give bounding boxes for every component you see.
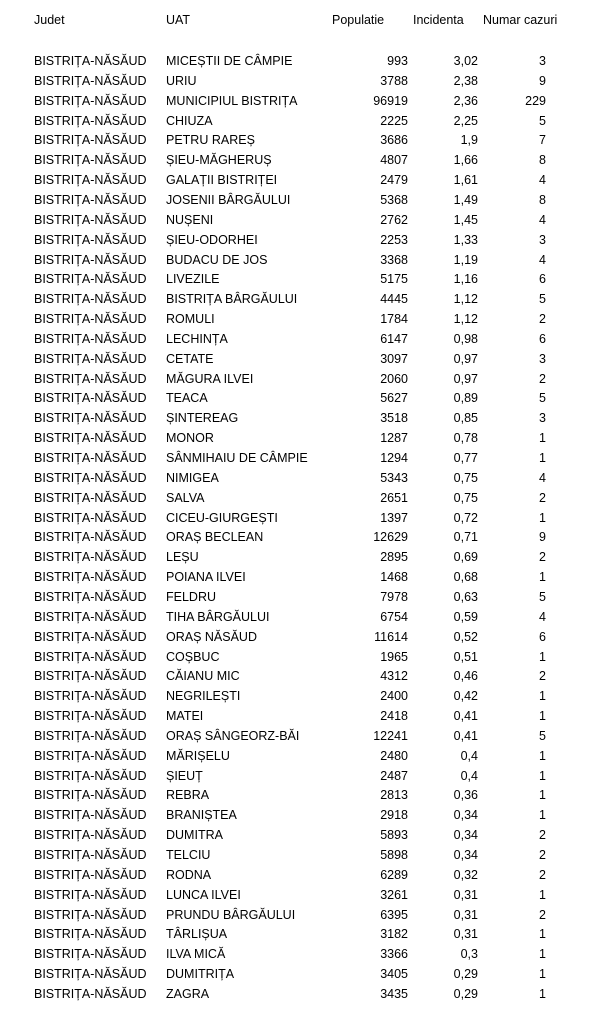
- cell-incidenta: 0,78: [453, 431, 478, 445]
- cell-populatie: 3435: [380, 987, 408, 1001]
- table-row: [0, 51, 613, 71]
- cell-populatie: 1397: [380, 511, 408, 525]
- cell-numar-cazuri: 1: [539, 689, 546, 703]
- cell-uat: MĂGURA ILVEI: [166, 372, 254, 386]
- cell-uat: CICEU-GIURGEȘTI: [166, 511, 278, 525]
- cell-populatie: 5175: [380, 272, 408, 286]
- cell-numar-cazuri: 2: [539, 848, 546, 862]
- cell-judet: BISTRIȚA-NĂSĂUD: [34, 372, 147, 386]
- cell-numar-cazuri: 1: [539, 511, 546, 525]
- cell-numar-cazuri: 1: [539, 650, 546, 664]
- cell-numar-cazuri: 1: [539, 749, 546, 763]
- cell-numar-cazuri: 6: [539, 630, 546, 644]
- cell-incidenta: 0,85: [453, 411, 478, 425]
- table-row: [0, 111, 613, 131]
- cell-judet: BISTRIȚA-NĂSĂUD: [34, 391, 147, 405]
- cell-judet: BISTRIȚA-NĂSĂUD: [34, 312, 147, 326]
- cell-judet: BISTRIȚA-NĂSĂUD: [34, 511, 147, 525]
- cell-judet: BISTRIȚA-NĂSĂUD: [34, 411, 147, 425]
- cell-populatie: 1468: [380, 570, 408, 584]
- cell-numar-cazuri: 2: [539, 669, 546, 683]
- table-row: [0, 845, 613, 865]
- cell-judet: BISTRIȚA-NĂSĂUD: [34, 590, 147, 604]
- cell-populatie: 993: [387, 54, 408, 68]
- cell-numar-cazuri: 2: [539, 828, 546, 842]
- cell-judet: BISTRIȚA-NĂSĂUD: [34, 987, 147, 1001]
- cell-numar-cazuri: 5: [539, 292, 546, 306]
- cell-incidenta: 0,3: [460, 947, 478, 961]
- cell-numar-cazuri: 5: [539, 590, 546, 604]
- table-row: [0, 448, 613, 468]
- cell-numar-cazuri: 4: [539, 471, 546, 485]
- cell-incidenta: 0,89: [453, 391, 478, 405]
- cell-uat: ROMULI: [166, 312, 215, 326]
- cell-incidenta: 0,51: [453, 650, 478, 664]
- cell-incidenta: 2,38: [453, 74, 478, 88]
- table-row: [0, 885, 613, 905]
- cell-uat: TIHA BÂRGĂULUI: [166, 610, 270, 624]
- cell-populatie: 2487: [380, 769, 408, 783]
- header-uat: UAT: [166, 13, 191, 27]
- cell-numar-cazuri: 1: [539, 987, 546, 1001]
- cell-uat: BISTRIȚA BÂRGĂULUI: [166, 292, 298, 306]
- cell-populatie: 2418: [380, 709, 408, 723]
- cell-numar-cazuri: 229: [525, 94, 546, 108]
- cell-judet: BISTRIȚA-NĂSĂUD: [34, 114, 147, 128]
- table-row: [0, 349, 613, 369]
- cell-numar-cazuri: 1: [539, 888, 546, 902]
- cell-uat: MONOR: [166, 431, 214, 445]
- cell-uat: SALVA: [166, 491, 205, 505]
- cell-incidenta: 0,41: [453, 709, 478, 723]
- cell-incidenta: 1,33: [453, 233, 478, 247]
- cell-judet: BISTRIȚA-NĂSĂUD: [34, 908, 147, 922]
- cell-populatie: 2400: [380, 689, 408, 703]
- cell-incidenta: 0,52: [453, 630, 478, 644]
- cell-uat: DUMITRIȚA: [166, 967, 235, 981]
- table-row: [0, 944, 613, 964]
- table-row: [0, 150, 613, 170]
- table-row: [0, 865, 613, 885]
- table-row: [0, 706, 613, 726]
- cell-populatie: 2895: [380, 550, 408, 564]
- cell-uat: SÂNMIHAIU DE CÂMPIE: [166, 451, 308, 465]
- cell-numar-cazuri: 1: [539, 451, 546, 465]
- cell-judet: BISTRIȚA-NĂSĂUD: [34, 729, 147, 743]
- cell-populatie: 5893: [380, 828, 408, 842]
- cell-incidenta: 0,75: [453, 491, 478, 505]
- header-numar-cazuri: Numar cazuri: [483, 13, 558, 27]
- cell-numar-cazuri: 4: [539, 173, 546, 187]
- cell-judet: BISTRIȚA-NĂSĂUD: [34, 133, 147, 147]
- cell-uat: DUMITRA: [166, 828, 223, 842]
- cell-incidenta: 0,31: [453, 888, 478, 902]
- cell-uat: URIU: [166, 74, 197, 88]
- cell-populatie: 4807: [380, 153, 408, 167]
- table-row: [0, 766, 613, 786]
- cell-numar-cazuri: 1: [539, 570, 546, 584]
- cell-numar-cazuri: 3: [539, 411, 546, 425]
- table-row: [0, 130, 613, 150]
- cell-populatie: 2651: [380, 491, 408, 505]
- cell-numar-cazuri: 6: [539, 272, 546, 286]
- cell-populatie: 3686: [380, 133, 408, 147]
- table-row: [0, 984, 613, 1004]
- cell-incidenta: 0,97: [453, 372, 478, 386]
- cell-judet: BISTRIȚA-NĂSĂUD: [34, 868, 147, 882]
- cell-uat: ȘIEU-ODORHEI: [166, 233, 258, 247]
- cell-populatie: 2480: [380, 749, 408, 763]
- cell-uat: LIVEZILE: [166, 272, 220, 286]
- cell-populatie: 3097: [380, 352, 408, 366]
- table-row: [0, 428, 613, 448]
- cell-judet: BISTRIȚA-NĂSĂUD: [34, 650, 147, 664]
- cell-populatie: 3182: [380, 927, 408, 941]
- cell-numar-cazuri: 1: [539, 431, 546, 445]
- cell-uat: BUDACU DE JOS: [166, 253, 268, 267]
- cell-numar-cazuri: 6: [539, 332, 546, 346]
- cell-populatie: 3261: [380, 888, 408, 902]
- cell-judet: BISTRIȚA-NĂSĂUD: [34, 788, 147, 802]
- table-row: [0, 587, 613, 607]
- cell-incidenta: 2,25: [453, 114, 478, 128]
- cell-uat: ȘIEU-MĂGHERUȘ: [166, 153, 272, 167]
- cell-numar-cazuri: 1: [539, 927, 546, 941]
- cell-incidenta: 0,4: [460, 769, 478, 783]
- cell-numar-cazuri: 9: [539, 530, 546, 544]
- table-row: [0, 547, 613, 567]
- cell-incidenta: 0,34: [453, 828, 478, 842]
- cell-uat: ORAȘ NĂSĂUD: [166, 630, 257, 644]
- table-row: [0, 250, 613, 270]
- cell-incidenta: 0,34: [453, 848, 478, 862]
- cell-uat: TELCIU: [166, 848, 211, 862]
- cell-judet: BISTRIȚA-NĂSĂUD: [34, 630, 147, 644]
- table-row: [0, 567, 613, 587]
- cell-incidenta: 0,32: [453, 868, 478, 882]
- cell-judet: BISTRIȚA-NĂSĂUD: [34, 292, 147, 306]
- cell-populatie: 2253: [380, 233, 408, 247]
- cell-populatie: 1965: [380, 650, 408, 664]
- cell-populatie: 5368: [380, 193, 408, 207]
- cell-numar-cazuri: 1: [539, 709, 546, 723]
- cell-uat: CĂIANU MIC: [166, 669, 240, 683]
- table-row: [0, 825, 613, 845]
- cell-numar-cazuri: 7: [539, 133, 546, 147]
- cell-numar-cazuri: 3: [539, 352, 546, 366]
- table-row: [0, 964, 613, 984]
- cell-populatie: 6289: [380, 868, 408, 882]
- cell-populatie: 5898: [380, 848, 408, 862]
- cell-numar-cazuri: 1: [539, 808, 546, 822]
- cell-incidenta: 0,72: [453, 511, 478, 525]
- cell-uat: ZAGRA: [166, 987, 210, 1001]
- cell-judet: BISTRIȚA-NĂSĂUD: [34, 769, 147, 783]
- cell-uat: BRANIȘTEA: [166, 808, 237, 822]
- cell-incidenta: 0,77: [453, 451, 478, 465]
- cell-incidenta: 2,36: [453, 94, 478, 108]
- cell-populatie: 2225: [380, 114, 408, 128]
- cell-numar-cazuri: 3: [539, 233, 546, 247]
- cell-numar-cazuri: 9: [539, 74, 546, 88]
- cell-uat: POIANA ILVEI: [166, 570, 246, 584]
- cell-uat: CHIUZA: [166, 114, 213, 128]
- cell-uat: MATEI: [166, 709, 204, 723]
- cell-judet: BISTRIȚA-NĂSĂUD: [34, 967, 147, 981]
- cell-incidenta: 1,9: [460, 133, 478, 147]
- cell-judet: BISTRIȚA-NĂSĂUD: [34, 610, 147, 624]
- cell-uat: REBRA: [166, 788, 210, 802]
- cell-numar-cazuri: 4: [539, 610, 546, 624]
- table-row: [0, 369, 613, 389]
- cell-judet: BISTRIȚA-NĂSĂUD: [34, 828, 147, 842]
- cell-judet: BISTRIȚA-NĂSĂUD: [34, 471, 147, 485]
- cell-uat: JOSENII BÂRGĂULUI: [166, 193, 291, 207]
- cell-uat: LUNCA ILVEI: [166, 888, 241, 902]
- cell-populatie: 1294: [380, 451, 408, 465]
- header-populatie: Populatie: [332, 13, 385, 27]
- cell-populatie: 11614: [374, 630, 408, 644]
- cell-judet: BISTRIȚA-NĂSĂUD: [34, 94, 147, 108]
- cell-judet: BISTRIȚA-NĂSĂUD: [34, 848, 147, 862]
- cell-incidenta: 0,29: [453, 987, 478, 1001]
- cell-numar-cazuri: 2: [539, 550, 546, 564]
- table-row: [0, 91, 613, 111]
- cell-numar-cazuri: 1: [539, 769, 546, 783]
- table-row: [0, 527, 613, 547]
- cell-judet: BISTRIȚA-NĂSĂUD: [34, 749, 147, 763]
- table-row: [0, 666, 613, 686]
- cell-numar-cazuri: 8: [539, 193, 546, 207]
- cell-incidenta: 0,59: [453, 610, 478, 624]
- cell-populatie: 6147: [380, 332, 408, 346]
- cell-judet: BISTRIȚA-NĂSĂUD: [34, 253, 147, 267]
- cell-judet: BISTRIȚA-NĂSĂUD: [34, 431, 147, 445]
- cell-populatie: 3788: [380, 74, 408, 88]
- table-row: [0, 329, 613, 349]
- cell-numar-cazuri: 2: [539, 908, 546, 922]
- table-row: [0, 488, 613, 508]
- table-row: [0, 468, 613, 488]
- cell-incidenta: 1,61: [453, 173, 478, 187]
- table-row: [0, 805, 613, 825]
- cell-uat: FELDRU: [166, 590, 217, 604]
- cell-judet: BISTRIȚA-NĂSĂUD: [34, 808, 147, 822]
- cell-incidenta: 0,46: [453, 669, 478, 683]
- header-judet: Judet: [34, 13, 65, 27]
- table-row: [0, 388, 613, 408]
- cell-incidenta: 1,19: [453, 253, 478, 267]
- table-row: [0, 71, 613, 91]
- cell-judet: BISTRIȚA-NĂSĂUD: [34, 888, 147, 902]
- cell-numar-cazuri: 2: [539, 312, 546, 326]
- cell-incidenta: 0,29: [453, 967, 478, 981]
- cell-judet: BISTRIȚA-NĂSĂUD: [34, 173, 147, 187]
- cell-judet: BISTRIȚA-NĂSĂUD: [34, 352, 147, 366]
- cell-populatie: 4312: [380, 669, 408, 683]
- cell-judet: BISTRIȚA-NĂSĂUD: [34, 233, 147, 247]
- cell-populatie: 2762: [380, 213, 408, 227]
- cell-uat: LECHINȚA: [166, 332, 228, 346]
- cell-uat: NUȘENI: [166, 213, 214, 227]
- cell-incidenta: 0,42: [453, 689, 478, 703]
- cell-judet: BISTRIȚA-NĂSĂUD: [34, 272, 147, 286]
- cell-judet: BISTRIȚA-NĂSĂUD: [34, 550, 147, 564]
- cell-incidenta: 1,12: [453, 292, 478, 306]
- table-row: [0, 627, 613, 647]
- cell-numar-cazuri: 5: [539, 114, 546, 128]
- table-row: [0, 230, 613, 250]
- cell-incidenta: 0,68: [453, 570, 478, 584]
- table-row: [0, 746, 613, 766]
- cell-numar-cazuri: 1: [539, 967, 546, 981]
- cell-incidenta: 1,45: [453, 213, 478, 227]
- cell-uat: TÂRLIȘUA: [166, 927, 228, 941]
- cell-uat: MĂRIȘELU: [166, 749, 230, 763]
- cell-judet: BISTRIȚA-NĂSĂUD: [34, 74, 147, 88]
- cell-populatie: 6754: [380, 610, 408, 624]
- cell-uat: MUNICIPIUL BISTRIȚA: [166, 94, 298, 108]
- table-row: [0, 726, 613, 746]
- cell-numar-cazuri: 8: [539, 153, 546, 167]
- table-row: [0, 190, 613, 210]
- cell-uat: ȘIEUȚ: [166, 769, 203, 783]
- cell-judet: BISTRIȚA-NĂSĂUD: [34, 570, 147, 584]
- cell-uat: LEȘU: [166, 550, 199, 564]
- table-row: [0, 309, 613, 329]
- cell-judet: BISTRIȚA-NĂSĂUD: [34, 451, 147, 465]
- cell-incidenta: 1,12: [453, 312, 478, 326]
- table-row: [0, 408, 613, 428]
- cell-judet: BISTRIȚA-NĂSĂUD: [34, 491, 147, 505]
- cell-judet: BISTRIȚA-NĂSĂUD: [34, 947, 147, 961]
- cell-uat: ILVA MICĂ: [166, 947, 226, 961]
- cell-populatie: 2918: [380, 808, 408, 822]
- cell-uat: PETRU RAREȘ: [166, 133, 255, 147]
- cell-incidenta: 0,63: [453, 590, 478, 604]
- cell-populatie: 5343: [380, 471, 408, 485]
- cell-uat: ORAȘ BECLEAN: [166, 530, 264, 544]
- cell-uat: RODNA: [166, 868, 212, 882]
- table-row: [0, 269, 613, 289]
- table-row: [0, 170, 613, 190]
- table-row: [0, 647, 613, 667]
- cell-populatie: 3518: [380, 411, 408, 425]
- cell-incidenta: 0,31: [453, 927, 478, 941]
- cell-incidenta: 1,16: [453, 272, 478, 286]
- cell-judet: BISTRIȚA-NĂSĂUD: [34, 193, 147, 207]
- cell-populatie: 2060: [380, 372, 408, 386]
- cell-populatie: 5627: [380, 391, 408, 405]
- cell-populatie: 6395: [380, 908, 408, 922]
- cell-populatie: 3366: [380, 947, 408, 961]
- cell-uat: NEGRILEȘTI: [166, 689, 241, 703]
- cell-numar-cazuri: 4: [539, 213, 546, 227]
- cell-judet: BISTRIȚA-NĂSĂUD: [34, 530, 147, 544]
- cell-judet: BISTRIȚA-NĂSĂUD: [34, 332, 147, 346]
- table-row: [0, 289, 613, 309]
- cell-judet: BISTRIȚA-NĂSĂUD: [34, 213, 147, 227]
- table-row: [0, 905, 613, 925]
- cell-numar-cazuri: 1: [539, 788, 546, 802]
- cell-populatie: 2813: [380, 788, 408, 802]
- cell-populatie: 7978: [380, 590, 408, 604]
- cell-numar-cazuri: 5: [539, 391, 546, 405]
- cell-uat: COȘBUC: [166, 650, 220, 664]
- cell-populatie: 3405: [380, 967, 408, 981]
- cell-judet: BISTRIȚA-NĂSĂUD: [34, 669, 147, 683]
- cell-populatie: 1784: [380, 312, 408, 326]
- cell-uat: ȘINTEREAG: [166, 411, 239, 425]
- cell-numar-cazuri: 5: [539, 729, 546, 743]
- cell-judet: BISTRIȚA-NĂSĂUD: [34, 709, 147, 723]
- cell-populatie: 2479: [380, 173, 408, 187]
- cell-incidenta: 0,97: [453, 352, 478, 366]
- cell-populatie: 96919: [373, 94, 408, 108]
- cell-uat: NIMIGEA: [166, 471, 219, 485]
- cell-uat: PRUNDU BÂRGĂULUI: [166, 908, 296, 922]
- table-row: [0, 686, 613, 706]
- cell-populatie: 1287: [380, 431, 408, 445]
- cell-uat: ORAȘ SÂNGEORZ-BĂI: [166, 729, 300, 743]
- table-row: [0, 924, 613, 944]
- cell-uat: TEACA: [166, 391, 208, 405]
- cell-incidenta: 0,75: [453, 471, 478, 485]
- cell-incidenta: 1,66: [453, 153, 478, 167]
- cell-populatie: 4445: [380, 292, 408, 306]
- cell-judet: BISTRIȚA-NĂSĂUD: [34, 927, 147, 941]
- cell-numar-cazuri: 4: [539, 253, 546, 267]
- cell-incidenta: 0,4: [460, 749, 478, 763]
- cell-numar-cazuri: 2: [539, 868, 546, 882]
- cell-judet: BISTRIȚA-NĂSĂUD: [34, 54, 147, 68]
- table-row: [0, 785, 613, 805]
- cell-numar-cazuri: 3: [539, 54, 546, 68]
- table-row: [0, 607, 613, 627]
- cell-judet: BISTRIȚA-NĂSĂUD: [34, 153, 147, 167]
- cell-incidenta: 0,71: [453, 530, 478, 544]
- cell-uat: MICEȘTII DE CÂMPIE: [166, 54, 293, 68]
- cell-numar-cazuri: 1: [539, 947, 546, 961]
- cell-incidenta: 0,34: [453, 808, 478, 822]
- cell-populatie: 12241: [373, 729, 408, 743]
- header-incidenta: Incidenta: [413, 13, 464, 27]
- cell-incidenta: 3,02: [453, 54, 478, 68]
- cell-incidenta: 0,41: [453, 729, 478, 743]
- cell-numar-cazuri: 2: [539, 372, 546, 386]
- cell-incidenta: 0,31: [453, 908, 478, 922]
- cell-incidenta: 0,69: [453, 550, 478, 564]
- cell-incidenta: 0,36: [453, 788, 478, 802]
- cell-populatie: 3368: [380, 253, 408, 267]
- cell-incidenta: 1,49: [453, 193, 478, 207]
- cell-populatie: 12629: [373, 530, 408, 544]
- cell-judet: BISTRIȚA-NĂSĂUD: [34, 689, 147, 703]
- table-row: [0, 210, 613, 230]
- cell-incidenta: 0,98: [453, 332, 478, 346]
- cell-uat: CETATE: [166, 352, 214, 366]
- cell-numar-cazuri: 2: [539, 491, 546, 505]
- cell-uat: GALAȚII BISTRIȚEI: [166, 173, 278, 187]
- table-row: [0, 508, 613, 528]
